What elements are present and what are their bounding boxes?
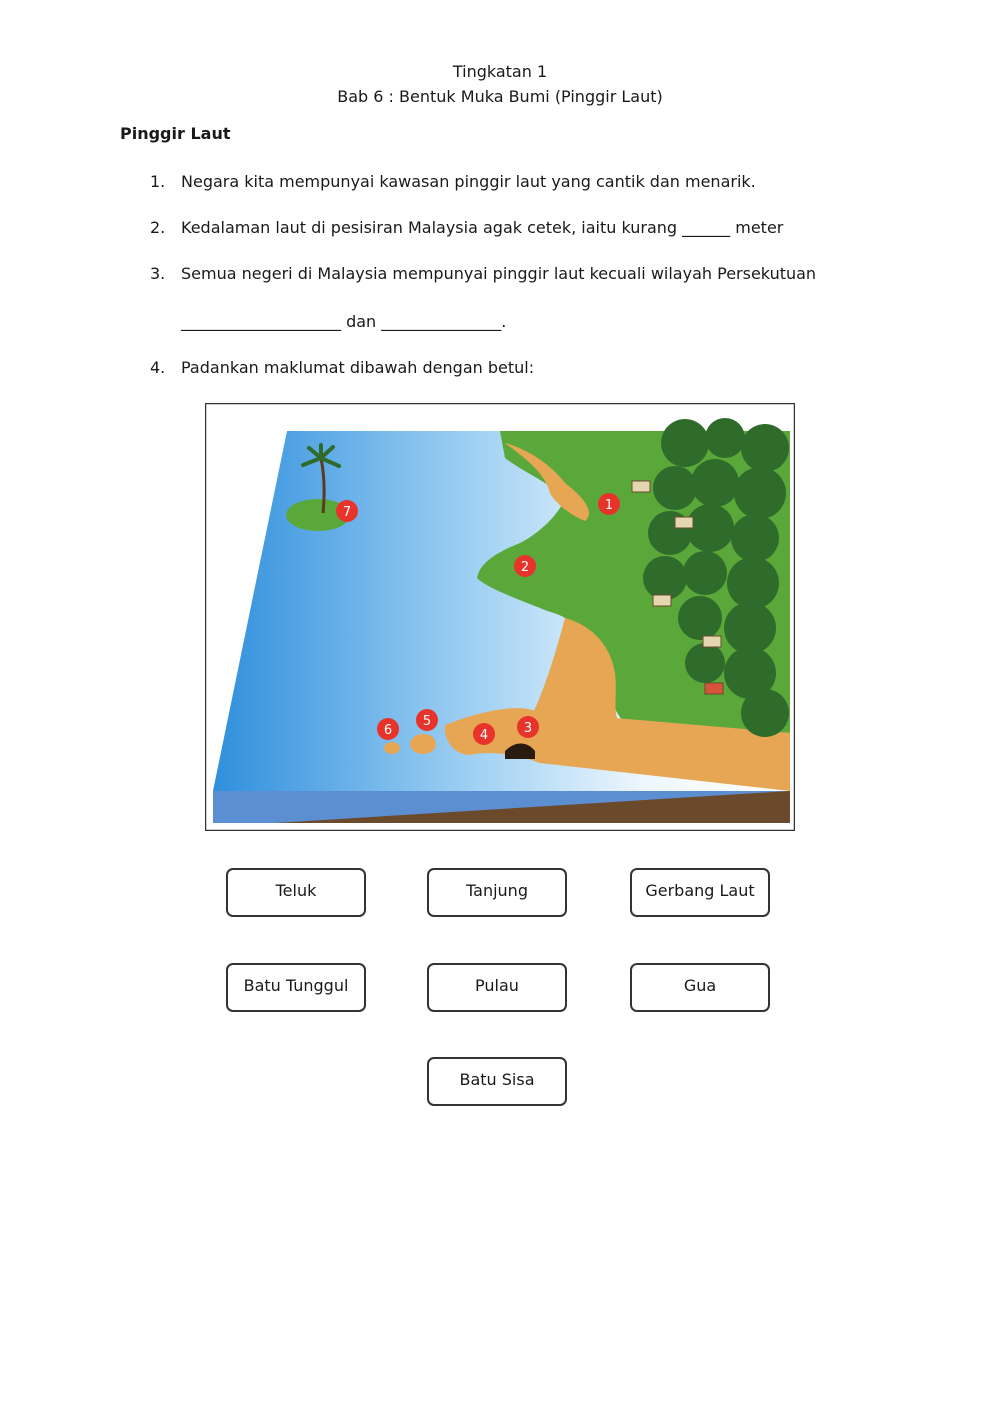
- section-title: Pinggir Laut: [120, 124, 231, 143]
- marker-6: [377, 718, 399, 740]
- marker-7-label: 7: [342, 505, 352, 520]
- marker-4-label: 4: [479, 728, 489, 743]
- answer-card-pulau[interactable]: Pulau: [427, 963, 567, 1012]
- marker-2-label: 2: [520, 560, 530, 575]
- question-number: 1.: [150, 172, 166, 191]
- marker-3-label: 3: [523, 721, 533, 736]
- question-number: 3.: [150, 264, 166, 283]
- marker-7: [336, 500, 358, 522]
- question-text: Padankan maklumat dibawah dengan betul:: [181, 358, 535, 377]
- stump-rock: [384, 742, 400, 754]
- answer-card-gerbang-laut[interactable]: Gerbang Laut: [630, 868, 770, 917]
- answer-card-tanjung[interactable]: Tanjung: [427, 868, 567, 917]
- worksheet-form-title: Tingkatan 1: [452, 62, 548, 81]
- coastal-landforms-diagram: [205, 403, 795, 831]
- marker-6-label: 6: [383, 723, 393, 738]
- question-3-blanks: ____________________ dan _______________.: [181, 312, 507, 331]
- answer-card-batu-tunggul[interactable]: Batu Tunggul: [226, 963, 366, 1012]
- question-text: Kedalaman laut di pesisiran Malaysia agak cetek, iaitu kurang ______ meter: [181, 218, 784, 237]
- marker-1-label: 1: [604, 498, 614, 513]
- question-text: Semua negeri di Malaysia mempunyai pinggir laut kecuali wilayah Persekutuan: [181, 264, 817, 283]
- marker-1: [598, 493, 620, 515]
- marker-4: [473, 723, 495, 745]
- question-number: 2.: [150, 218, 166, 237]
- marker-2: [514, 555, 536, 577]
- marker-5: [416, 709, 438, 731]
- stack-rock: [410, 734, 436, 754]
- question-number: 4.: [150, 358, 166, 377]
- answer-card-gua[interactable]: Gua: [630, 963, 770, 1012]
- question-1: [150, 172, 756, 191]
- worksheet-chapter-title: Bab 6 : Bentuk Muka Bumi (Pinggir Laut): [337, 87, 663, 106]
- question-2: [150, 218, 783, 237]
- question-4: [150, 358, 534, 377]
- coastal-landforms-illustration: [205, 403, 795, 831]
- answer-card-batu-sisa[interactable]: Batu Sisa: [427, 1057, 567, 1106]
- question-3: [150, 264, 816, 283]
- marker-5-label: 5: [422, 714, 432, 729]
- question-text: Negara kita mempunyai kawasan pinggir laut yang cantik dan menarik.: [181, 172, 756, 191]
- marker-3: [517, 716, 539, 738]
- answer-card-teluk[interactable]: Teluk: [226, 868, 366, 917]
